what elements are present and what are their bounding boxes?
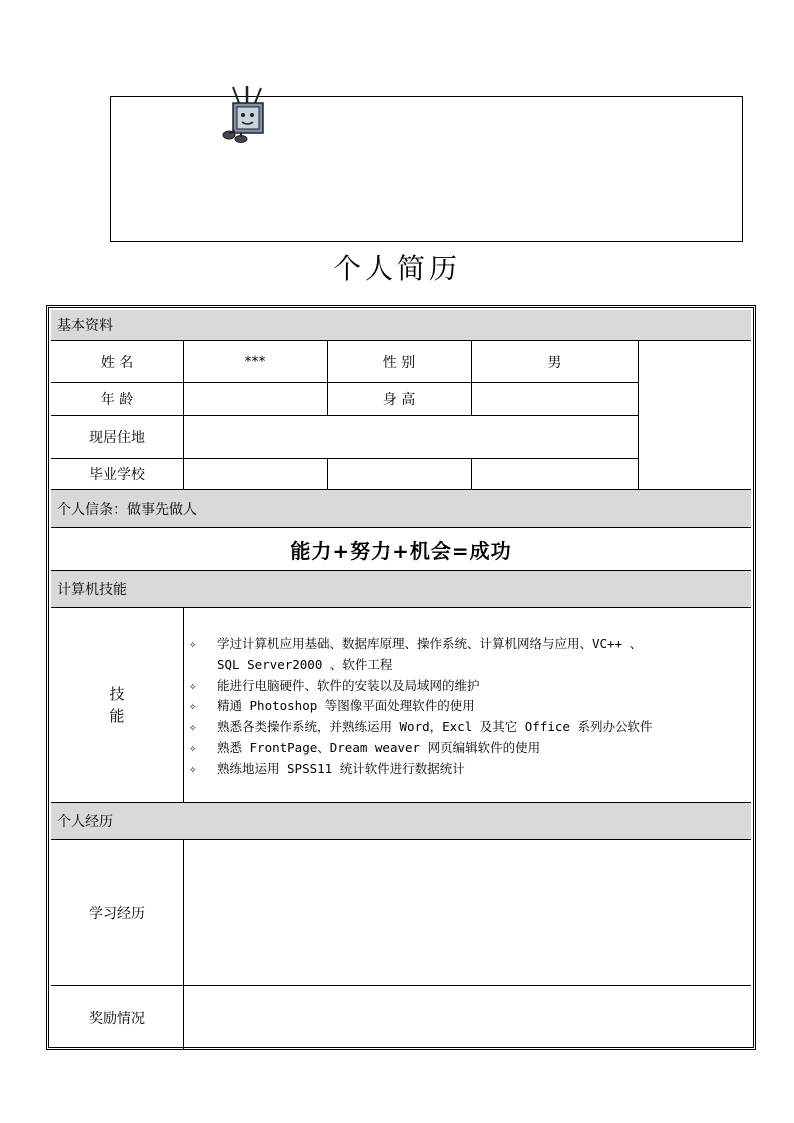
- divider: [638, 341, 639, 489]
- list-item: [189, 759, 745, 780]
- list-item: [189, 676, 745, 697]
- skill-text: 学过计算机应用基础、数据库原理、操作系统、计算机网络与应用、VC++ 、: [217, 636, 643, 651]
- resume-table: [46, 305, 756, 1050]
- skill-text: 能进行电脑硬件、软件的安装以及局域网的维护: [217, 677, 480, 693]
- page-title: 个人简历: [332, 252, 461, 285]
- header-box: [110, 96, 743, 242]
- divider: [471, 458, 472, 489]
- list-item: [189, 696, 745, 717]
- school-label: 毕业学校: [89, 466, 145, 483]
- skills-label: [51, 608, 183, 802]
- diamond-star-bullet-icon: ✧: [189, 719, 197, 735]
- bullet-spacer: [189, 655, 217, 676]
- skill-text: 熟练地运用 SPSS11 统计软件进行数据统计: [217, 760, 465, 776]
- skills-label-bottom: 能: [109, 707, 125, 725]
- section-basic-info: 基本资料: [51, 310, 751, 341]
- diamond-star-bullet-icon: ✧: [189, 739, 197, 755]
- motto-text: 能力+努力+机会=成功: [290, 538, 512, 563]
- skill-text: 精通 Photoshop 等图像平面处理软件的使用: [217, 698, 475, 714]
- diamond-star-bullet-icon: ✧: [189, 698, 197, 714]
- address-label: 现居住地: [89, 429, 145, 446]
- divider: [183, 840, 184, 1049]
- skill-text: 熟悉 FrontPage、Dream weaver 网页编辑软件的使用: [217, 739, 541, 755]
- list-item: [189, 738, 745, 759]
- name-value: ***: [244, 353, 266, 370]
- section-computer-skills: 计算机技能: [51, 571, 751, 608]
- age-label: 年 龄: [100, 391, 134, 408]
- list-item: [189, 634, 745, 655]
- name-label: 姓 名: [100, 354, 134, 371]
- awards-label: 奖励情况: [89, 1010, 145, 1027]
- diamond-star-bullet-icon: ✧: [189, 677, 197, 693]
- divider: [183, 608, 184, 802]
- diamond-star-bullet-icon: ✧: [189, 760, 197, 776]
- list-item: [189, 655, 745, 676]
- gender-label: 性 别: [382, 354, 416, 371]
- list-item: [189, 717, 745, 738]
- gender-value: 男: [547, 354, 562, 371]
- skill-text: SQL Server2000 、软件工程: [217, 656, 393, 672]
- height-label: 身 高: [382, 391, 416, 408]
- diamond-star-bullet-icon: ✧: [189, 636, 197, 651]
- section-motto: 个人信条：做事先做人: [51, 490, 751, 528]
- skills-label-top: 技: [109, 685, 125, 703]
- skills-list: [189, 634, 745, 780]
- skill-text: 熟悉各类操作系统，并熟练运用 Word，Excl 及其它 Office 系列办公软件: [217, 719, 653, 735]
- section-experience: 个人经历: [51, 803, 751, 840]
- divider: [327, 458, 328, 489]
- pencil-cup-mascot-icon: [219, 85, 277, 143]
- study-history-label: 学习经历: [89, 905, 145, 922]
